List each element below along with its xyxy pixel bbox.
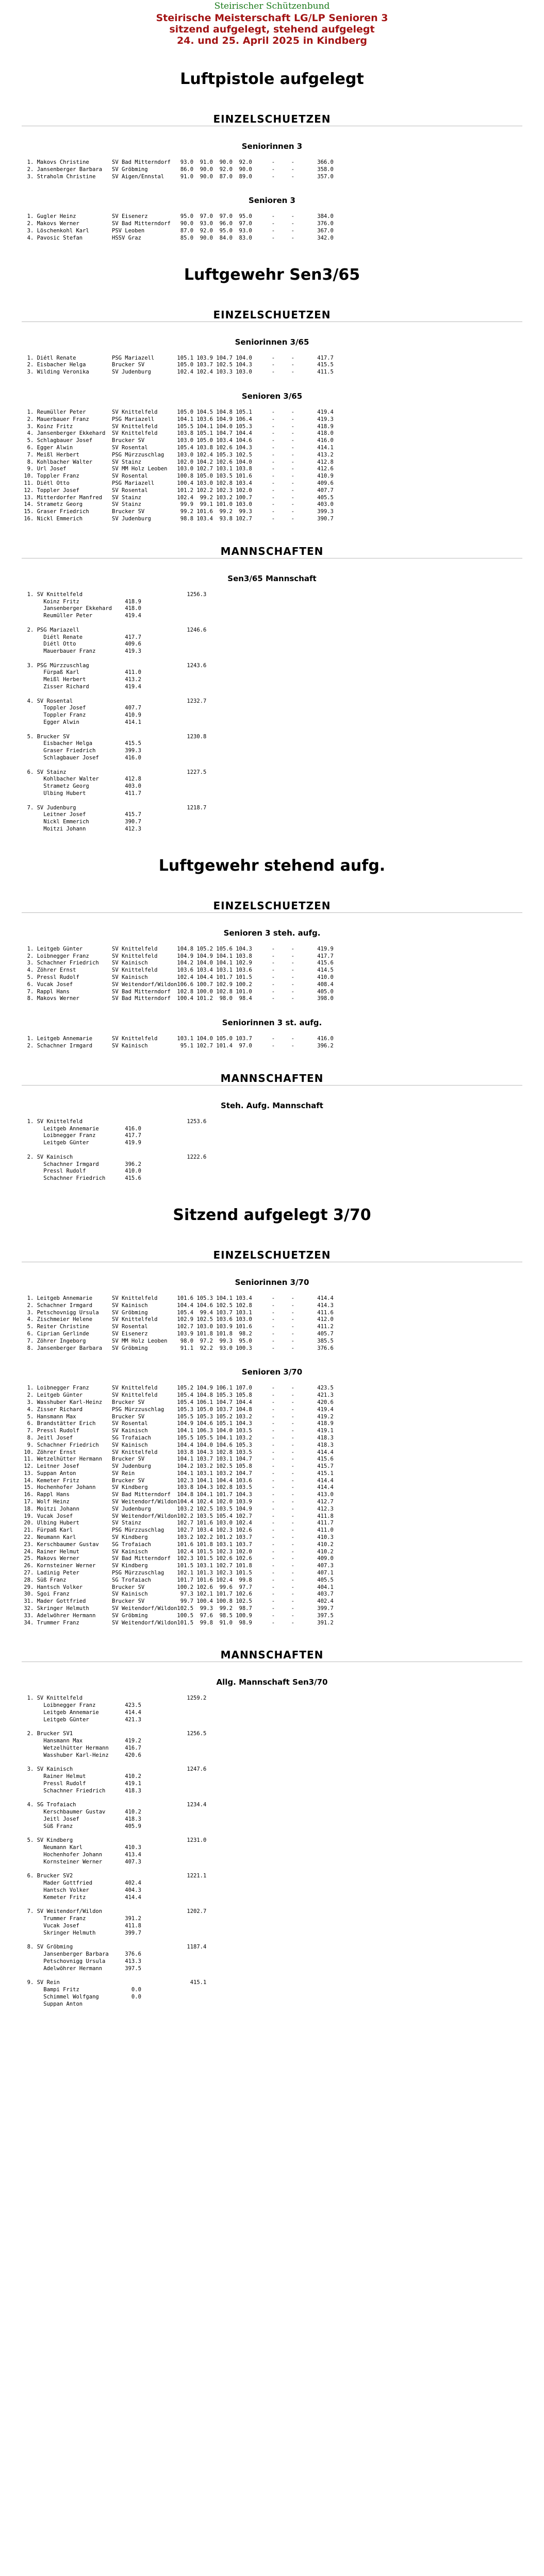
result-row: 19. Vucak Josef SV Weitendorf/Wildon102.2 103.5 105.4 102.7 - - 411.8 <box>21 1513 334 1519</box>
event-title-line-3: 24. und 25. April 2025 in Kindberg <box>176 35 368 46</box>
group-spacer <box>0 322 544 336</box>
result-row: 5. Pressl Rudolf SV Kainisch 102.4 104.4 101.7 101.5 - - 410.0 <box>21 974 334 980</box>
result-row: 14. Strametz Georg SV Stainz 99.9 99.1 101.0 103.0 - - 403.0 <box>21 501 334 508</box>
group-spacer <box>0 1262 544 1277</box>
results-table <box>21 1695 544 2008</box>
result-row: 4. SV Rosental 1232.7 <box>21 698 207 704</box>
result-row: 7. Rappl Hans SV Bad Mitterndorf 102.8 100.0 102.8 101.0 - - 405.0 <box>21 988 334 995</box>
class-heading: Seniorinnen 3 st. aufg. <box>222 1018 322 1028</box>
result-row: 18. Moitzi Johann SV Judenburg 103.2 102.5 103.5 104.9 - - 412.3 <box>21 1505 334 1512</box>
group-spacer <box>0 1352 544 1366</box>
result-row: Nickl Emmerich 390.7 <box>21 819 141 825</box>
category-heading: MANNSCHAFTEN <box>220 1072 324 1084</box>
result-row: Fürpaß Karl 411.0 <box>21 669 141 676</box>
result-row: 4. Zisser Richard PSG Mürzzuschlag 105.3 105.0 103.7 104.8 - - 419.4 <box>21 1406 334 1413</box>
rows-spacer <box>0 1111 544 1118</box>
event-title-line-1: Steirische Meisterschaft LG/LP Senioren 3 <box>156 12 388 24</box>
result-row: 1. Makovs Christine SV Bad Mitterndorf 93.0 91.0 90.0 92.0 - - 366.0 <box>21 159 334 165</box>
subsection-spacer <box>0 523 544 545</box>
result-row: Neumann Karl 410.3 <box>21 1844 141 1851</box>
result-row: Leitgeb Annemarie 416.0 <box>21 1125 141 1132</box>
result-row: Schachner Friedrich 418.3 <box>21 1787 141 1794</box>
result-row: 1. Diétl Renate PSG Mariazell 105.1 103.9 104.7 104.0 - - 417.7 <box>21 354 334 361</box>
result-row: 6. Egger Alwin SV Rosental 105.4 103.8 102.6 104.3 - - 414.1 <box>21 444 334 451</box>
result-row: Loibnegger Franz 423.5 <box>21 1702 141 1709</box>
result-row: Pressl Rudolf 410.0 <box>21 1168 141 1175</box>
rows-spacer <box>0 348 544 355</box>
result-row: 8. Kohlbacher Walter SV Stainz 102.0 104.2 102.6 104.0 - - 412.8 <box>21 459 334 465</box>
result-row: 30. Sgoi Franz SV Kainisch 97.3 102.1 101.7 102.6 - - 403.7 <box>21 1591 334 1598</box>
discipline-title: Sitzend aufgelegt 3/70 <box>173 1206 371 1224</box>
discipline-title: Luftgewehr Sen3/65 <box>184 265 360 284</box>
subsection-spacer <box>0 1050 544 1072</box>
result-row <box>21 655 544 663</box>
result-row: Graser Friedrich 399.3 <box>21 748 141 754</box>
result-row: 26. Kornsteiner Werner SV Kindberg 101.5 103.1 102.7 101.8 - - 407.3 <box>21 1563 334 1569</box>
rows-spacer <box>0 1688 544 1695</box>
result-row: 6. Ciprian Gerlinde SV Eisenerz 103.9 101.8 101.8 98.2 - - 405.7 <box>21 1330 334 1337</box>
result-row: Jeitl Josef 418.3 <box>21 1816 141 1822</box>
result-row: 5. Schlagbauer Josef Brucker SV 103.0 105.0 103.4 104.6 - - 416.0 <box>21 437 334 444</box>
rows-spacer <box>0 206 544 213</box>
result-row: 17. Wolf Heinz SV Weitendorf/Wildon104.4 102.4 102.0 103.9 - - 412.7 <box>21 1499 334 1505</box>
result-row: Diétl Renate 417.7 <box>21 634 141 640</box>
result-row: 2. Brucker SV1 1256.5 <box>21 1731 207 1737</box>
result-row <box>21 798 544 805</box>
section-spacer <box>0 46 544 68</box>
result-row: 16. Nickl Emmerich SV Judenburg 98.8 103.4 93.8 102.7 - - 390.7 <box>21 515 334 522</box>
result-row: Hansmann Max 419.2 <box>21 1738 141 1744</box>
class-heading: Senioren 3/65 <box>241 391 303 401</box>
result-row: 11. Diétl Otto PSG Mariazell 100.4 103.0 102.8 103.4 - - 409.6 <box>21 480 334 486</box>
result-row: 20. Ulbing Hubert SV Stainz 102.7 101.6 103.0 102.4 - - 411.7 <box>21 1520 334 1527</box>
class-heading: Senioren 3 steh. aufg. <box>223 928 321 938</box>
result-row: Leitgeb Günter 421.3 <box>21 1716 141 1723</box>
result-row: 7. Pressl Rudolf SV Kainisch 104.1 106.3 104.0 103.5 - - 419.1 <box>21 1428 334 1434</box>
result-row <box>21 1795 544 1802</box>
result-row: Leitner Josef 415.7 <box>21 811 141 818</box>
result-row: Bampi Fritz 0.0 <box>21 1987 141 1993</box>
result-row: 12. Leitner Josef SV Judenburg 104.2 103.2 102.5 105.8 - - 415.7 <box>21 1463 334 1470</box>
event-title-line-2: sitzend aufgelegt, stehend aufgelegt <box>169 24 375 35</box>
results-table <box>21 1295 544 1352</box>
result-row: 1. Loibnegger Franz SV Knittelfeld 105.2 104.9 106.1 107.0 - - 423.5 <box>21 1385 334 1392</box>
result-row: 3. Koinz Fritz SV Knittelfeld 105.5 104.1 104.0 105.3 - - 418.9 <box>21 423 334 430</box>
subsection-spacer <box>0 877 544 899</box>
result-row <box>21 762 544 769</box>
result-row <box>21 1937 544 1944</box>
results-table <box>21 1385 544 1626</box>
rows-spacer <box>0 1028 544 1036</box>
result-row: Zisser Richard 419.4 <box>21 684 141 690</box>
result-row: Reumüller Peter 419.4 <box>21 613 141 619</box>
result-row: 5. Hansmann Max Brucker SV 105.5 105.3 105.2 103.2 - - 419.2 <box>21 1413 334 1420</box>
result-row: 23. Kerschbaumer Gustav SG Trofaiach 101.6 101.8 103.1 103.7 - - 410.2 <box>21 1541 334 1548</box>
results-table <box>21 159 544 180</box>
rows-spacer <box>0 152 544 159</box>
results-table <box>21 946 544 1003</box>
result-row: Toppler Franz 410.9 <box>21 712 141 719</box>
section-spacer <box>0 1182 544 1204</box>
result-row: Leitgeb Günter 419.9 <box>21 1140 141 1146</box>
result-row: Jansenberger Ekkehard 418.0 <box>21 605 141 612</box>
result-row <box>21 1724 544 1731</box>
result-row: 9. Schachner Friedrich SV Kainisch 104.4 104.0 104.6 105.3 - - 418.3 <box>21 1442 334 1448</box>
result-row: Eisbacher Helga 415.5 <box>21 740 141 747</box>
category-heading: MANNSCHAFTEN <box>220 1649 324 1662</box>
results-table <box>21 409 544 523</box>
result-row: 34. Trummer Franz SV Weitendorf/Wildon101.5 99.8 91.0 98.9 - - 391.2 <box>21 1619 334 1626</box>
category-heading: EINZELSCHUETZEN <box>213 308 331 321</box>
category-heading: EINZELSCHUETZEN <box>213 113 331 125</box>
result-row: 1. SV Knittelfeld 1259.2 <box>21 1695 207 1702</box>
group-spacer <box>0 1086 544 1100</box>
result-row: Vucak Josef 411.8 <box>21 1922 141 1929</box>
rows-spacer <box>0 584 544 591</box>
result-row: 3. Petschovnigg Ursula SV Gröbming 105.4 99.4 103.7 103.1 - - 411.6 <box>21 1309 334 1316</box>
result-row: 8. SV Gröbming 1187.4 <box>21 1944 207 1951</box>
result-row: 1. SV Knittelfeld 1253.6 <box>21 1118 207 1125</box>
result-row: 7. Meißl Herbert PSG Mürzzuschlag 103.0 102.4 105.3 102.5 - - 413.2 <box>21 451 334 458</box>
class-heading: Seniorinnen 3 <box>241 142 303 151</box>
result-row <box>21 620 544 627</box>
result-row: 6. Brandstätter Erich SV Rosental 104.9 104.6 105.1 104.3 - - 418.9 <box>21 1420 334 1427</box>
section-spacer <box>0 833 544 855</box>
result-row: 9. SV Rein 415.1 <box>21 1979 207 1986</box>
subsection-spacer <box>0 286 544 308</box>
result-row: 2. Schachner Irmgard SV Kainisch 104.4 104.6 102.5 102.8 - - 414.3 <box>21 1302 334 1309</box>
result-row: 5. Reiter Christine SV Rosental 102.7 103.0 103.9 101.6 - - 411.2 <box>21 1324 334 1330</box>
result-row: 25. Makovs Werner SV Bad Mitterndorf 102.3 101.5 102.6 102.6 - - 409.0 <box>21 1555 334 1562</box>
result-row: 22. Neumann Karl SV Kindberg 103.2 102.2 101.2 103.7 - - 410.3 <box>21 1534 334 1541</box>
result-row: 2. Eisbacher Helga Brucker SV 105.0 103.7 102.5 104.3 - - 415.5 <box>21 362 334 368</box>
result-row: 7. Zöhrer Ingeborg SV MM Holz Leoben 98.0 97.2 99.3 95.0 - - 385.5 <box>21 1337 334 1344</box>
subsection-spacer <box>0 91 544 112</box>
result-row: Meißl Herbert 413.2 <box>21 676 141 683</box>
result-row: 8. Makovs Werner SV Bad Mitterndorf 100.4 101.2 98.0 98.4 - - 398.0 <box>21 995 334 1002</box>
result-row: Kohlbacher Walter 412.8 <box>21 776 141 783</box>
result-row: 1. Reumüller Peter SV Knittelfeld 105.0 104.5 104.8 105.1 - - 419.4 <box>21 409 334 415</box>
class-heading: Seniorinnen 3/70 <box>235 1277 309 1287</box>
class-heading: Steh. Aufg. Mannschaft <box>221 1100 323 1110</box>
group-spacer <box>0 126 544 141</box>
result-row: 24. Rainer Helmut SV Kainisch 102.4 101.5 102.3 102.0 - - 410.2 <box>21 1548 334 1555</box>
class-heading: Allg. Mannschaft Sen3/70 <box>216 1677 328 1687</box>
result-row: Wasshuber Karl-Heinz 420.6 <box>21 1752 141 1758</box>
category-heading: EINZELSCHUETZEN <box>213 899 331 912</box>
result-row <box>21 1973 544 1980</box>
rows-spacer <box>0 939 544 946</box>
result-row <box>21 1831 544 1838</box>
result-row: 2. Jansenberger Barbara SV Gröbming 86.0 90.0 92.0 90.0 - - 358.0 <box>21 166 334 173</box>
result-row: Leitgeb Annemarie 414.4 <box>21 1709 141 1716</box>
result-row: 2. Loibnegger Franz SV Knittelfeld 104.9 104.9 104.1 103.8 - - 417.7 <box>21 953 334 959</box>
result-row: 9. Url Josef SV MM Holz Leoben 103.0 102.7 103.1 103.8 - - 412.6 <box>21 466 334 472</box>
result-row: 6. SV Stainz 1227.5 <box>21 769 207 775</box>
result-row: 2. SV Kainisch 1222.6 <box>21 1154 207 1160</box>
result-row: 10. Toppler Franz SV Rosental 100.8 105.0 103.5 101.6 - - 410.9 <box>21 473 334 480</box>
group-spacer <box>0 180 544 195</box>
result-row: 1. Leitgeb Annemarie SV Knittelfeld 101.6 105.3 104.1 103.4 - - 414.4 <box>21 1295 334 1301</box>
result-row: 4. SG Trofaiach 1234.4 <box>21 1802 207 1808</box>
result-row: 5. Brucker SV 1230.8 <box>21 733 207 740</box>
result-row: 1. Leitgeb Günter SV Knittelfeld 104.8 105.2 105.6 104.3 - - 419.9 <box>21 945 334 952</box>
result-row: 3. Straholm Christine SV Aigen/Ennstal 91.0 90.0 87.0 89.0 - - 357.0 <box>21 173 334 180</box>
class-heading: Sen3/65 Mannschaft <box>227 573 317 583</box>
result-row: 3. Schachner Friedrich SV Kainisch 104.2 104.0 104.1 102.9 - - 415.6 <box>21 960 334 967</box>
result-row: 2. PSG Mariazell 1246.6 <box>21 626 207 633</box>
result-row: Kornsteiner Werner 407.3 <box>21 1858 141 1865</box>
result-row: 1. SV Knittelfeld 1256.3 <box>21 591 207 598</box>
result-row: 8. Jeitl Josef SG Trofaiach 105.5 105.5 104.1 103.2 - - 418.3 <box>21 1434 334 1441</box>
result-row: Moitzi Johann 412.3 <box>21 826 141 833</box>
result-row: 33. Adelwöhrer Hermann SV Gröbming 100.5 97.6 98.5 100.9 - - 397.5 <box>21 1612 334 1619</box>
result-row: Mauerbauer Franz 419.3 <box>21 648 141 655</box>
result-row: 16. Rappl Hans SV Bad Mitterndorf 104.8 104.1 101.7 104.3 - - 413.0 <box>21 1492 334 1498</box>
subsection-spacer <box>0 1626 544 1648</box>
result-row: Rainer Helmut 410.2 <box>21 1773 141 1780</box>
rows-spacer <box>0 402 544 409</box>
result-row: 2. Schachner Irmgard SV Kainisch 95.1 102.7 101.4 97.0 - - 396.2 <box>21 1042 334 1049</box>
result-row: Diétl Otto 409.6 <box>21 641 141 648</box>
result-row: Schlagbauer Josef 416.0 <box>21 755 141 761</box>
page-header <box>0 1 544 46</box>
class-heading: Seniorinnen 3/65 <box>235 337 309 347</box>
result-row: 4. Jansenberger Ekkehard SV Knittelfeld 103.8 105.1 104.7 104.4 - - 418.0 <box>21 430 334 437</box>
result-row: 3. PSG Mürzzuschlag 1243.6 <box>21 662 207 669</box>
results-table <box>21 591 544 833</box>
result-row <box>21 691 544 698</box>
result-row: Strametz Georg 403.0 <box>21 783 141 790</box>
result-row: Trummer Franz 391.2 <box>21 1916 141 1922</box>
results-content <box>0 46 544 2008</box>
result-row: Schimmel Wolfgang 0.0 <box>21 1993 141 2000</box>
result-row: Hochenhofer Johann 413.4 <box>21 1851 141 1858</box>
result-row: Hantsch Volker 404.3 <box>21 1887 141 1893</box>
result-row: Pressl Rudolf 419.1 <box>21 1780 141 1787</box>
rows-spacer <box>0 1378 544 1385</box>
result-row: Ulbing Hubert 411.7 <box>21 790 141 797</box>
result-row: 13. Suppan Anton SV Rein 104.1 103.1 103.2 104.7 - - 415.1 <box>21 1470 334 1477</box>
result-row: 4. Zöhrer Ernst SV Knittelfeld 103.6 103.4 103.1 103.6 - - 414.5 <box>21 967 334 974</box>
result-row: 3. Wasshuber Karl-Heinz Brucker SV 105.4 106.1 104.7 104.4 - - 420.6 <box>21 1399 334 1405</box>
result-row <box>21 1902 544 1909</box>
result-row: 6. Brucker SV2 1221.1 <box>21 1873 207 1879</box>
result-row: Mader Gottfried 402.4 <box>21 1880 141 1887</box>
result-row: 11. Wetzelhütter Hermann Brucker SV 104.1 103.7 103.1 104.7 - - 415.6 <box>21 1456 334 1463</box>
result-row: Egger Alwin 414.1 <box>21 719 141 726</box>
organization-name: Steirischer Schützenbund <box>214 1 330 11</box>
result-row <box>21 1866 544 1873</box>
result-row: 14. Kemeter Fritz Brucker SV 102.3 104.1 104.4 103.6 - - 414.4 <box>21 1477 334 1484</box>
result-row: 31. Mader Gottfried Brucker SV 99.7 100.4 100.8 102.5 - - 402.4 <box>21 1598 334 1605</box>
result-row: 1. Leitgeb Annemarie SV Knittelfeld 103.1 104.0 105.0 103.7 - - 416.0 <box>21 1036 334 1042</box>
result-row <box>21 726 544 734</box>
result-row: 4. Zischmeier Helene SV Knittelfeld 102.9 102.5 103.6 103.0 - - 412.0 <box>21 1316 334 1323</box>
result-row: 7. SV Judenburg 1218.7 <box>21 804 207 811</box>
result-row: Süß Franz 405.9 <box>21 1823 141 1829</box>
class-heading: Senioren 3/70 <box>241 1367 303 1377</box>
result-row <box>21 1147 544 1154</box>
result-row: 6. Vucak Josef SV Weitendorf/Wildon106.6 100.7 102.9 100.2 - - 408.4 <box>21 981 334 988</box>
result-row: 5. SV Kindberg 1231.0 <box>21 1837 207 1844</box>
results-table <box>21 1118 544 1182</box>
result-row: Toppler Josef 407.7 <box>21 705 141 711</box>
result-row: Schachner Friedrich 415.6 <box>21 1175 141 1182</box>
result-row: 28. Süß Franz SG Trofaiach 101.7 101.6 102.4 99.8 - - 405.5 <box>21 1577 334 1583</box>
result-row: 32. Skringer Helmuth SV Weitendorf/Wildon102.5 99.3 99.2 98.7 - - 399.7 <box>21 1605 334 1612</box>
result-row: 29. Hantsch Volker Brucker SV 100.2 102.6 99.6 97.7 - - 404.1 <box>21 1584 334 1590</box>
results-table <box>21 1036 544 1050</box>
group-spacer <box>0 1003 544 1017</box>
result-row: 2. Mauerbauer Franz PSG Mariazell 104.1 103.6 104.9 106.4 - - 419.3 <box>21 416 334 422</box>
category-heading: EINZELSCHUETZEN <box>213 1248 331 1261</box>
result-row: 7. SV Weitendorf/Wildon 1202.7 <box>21 1908 207 1915</box>
rows-spacer <box>0 1288 544 1295</box>
result-row: Koinz Fritz 418.9 <box>21 598 141 605</box>
group-spacer <box>0 376 544 391</box>
result-row: Jansenberger Barbara 376.6 <box>21 1951 141 1958</box>
result-row: Petschovnigg Ursula 413.3 <box>21 1958 141 1964</box>
result-row: 3. Löschenkohl Karl PSV Leoben 87.0 92.0 95.0 93.0 - - 367.0 <box>21 227 334 234</box>
result-row: 1. Gugler Heinz SV Eisenerz 95.0 97.0 97.0 95.0 - - 384.0 <box>21 213 334 220</box>
result-row: 13. Mitterdorfer Manfred SV Stainz 102.4 99.2 103.2 100.7 - - 405.5 <box>21 494 334 501</box>
result-row: Skringer Helmuth 399.7 <box>21 1929 141 1936</box>
class-heading: Senioren 3 <box>248 196 295 206</box>
discipline-title: Luftpistole aufgelegt <box>180 70 364 88</box>
result-row: Kerschbaumer Gustav 410.2 <box>21 1809 141 1816</box>
result-row: 12. Toppler Josef SV Rosental 101.2 102.2 102.3 102.0 - - 407.7 <box>21 487 334 494</box>
result-row: 2. Leitgeb Günter SV Knittelfeld 105.4 104.8 105.3 105.8 - - 421.3 <box>21 1392 334 1399</box>
results-table <box>21 213 544 242</box>
result-row: Suppan Anton <box>21 2001 83 2007</box>
result-row <box>21 1759 544 1767</box>
result-row: 8. Jansenberger Barbara SV Gröbming 91.1 92.2 93.0 100.3 - - 376.6 <box>21 1345 334 1351</box>
result-row: Adelwöhrer Hermann 397.5 <box>21 1965 141 1972</box>
section-spacer <box>0 242 544 264</box>
result-row: 15. Hochenhofer Johann SV Kindberg 103.8 104.3 102.8 103.5 - - 414.4 <box>21 1484 334 1491</box>
result-row: 10. Zöhrer Ernst SV Knittelfeld 103.8 104.3 102.8 103.5 - - 414.4 <box>21 1449 334 1455</box>
category-heading: MANNSCHAFTEN <box>220 545 324 557</box>
group-spacer <box>0 1662 544 1676</box>
result-row: Wetzelhütter Hermann 416.7 <box>21 1745 141 1751</box>
result-row: 3. SV Kainisch 1247.6 <box>21 1766 207 1773</box>
result-row: 27. Ladinig Peter PSG Mürzzuschlag 102.1 101.3 102.3 101.5 - - 407.1 <box>21 1570 334 1577</box>
result-row: Schachner Irmgard 396.2 <box>21 1161 141 1167</box>
group-spacer <box>0 913 544 927</box>
group-spacer <box>0 558 544 573</box>
subsection-spacer <box>0 1227 544 1248</box>
result-row: 21. Fürpaß Karl PSG Mürzzuschlag 102.7 103.4 102.3 102.6 - - 411.0 <box>21 1527 334 1534</box>
result-row: 2. Makovs Werner SV Bad Mitterndorf 90.0 93.0 96.0 97.0 - - 376.0 <box>21 221 334 227</box>
result-row: 3. Wilding Veronika SV Judenburg 102.4 102.4 103.3 103.0 - - 411.5 <box>21 369 334 376</box>
result-row: 4. Pavosic Stefan HSSV Graz 85.0 90.0 84.0 83.0 - - 342.0 <box>21 234 334 241</box>
results-table <box>21 355 544 376</box>
result-row: Kemeter Fritz 414.4 <box>21 1894 141 1901</box>
discipline-title: Luftgewehr stehend aufg. <box>158 856 386 875</box>
result-row: 15. Graser Friedrich Brucker SV 99.2 101.6 99.2 99.3 - - 399.3 <box>21 509 334 515</box>
result-row: Loibnegger Franz 417.7 <box>21 1132 141 1139</box>
